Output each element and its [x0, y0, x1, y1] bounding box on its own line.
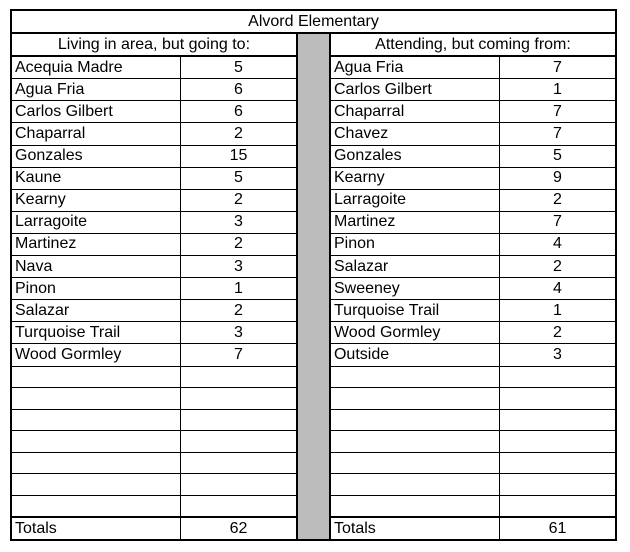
left-school-name: Kearny	[11, 189, 181, 211]
right-empty-name-cell	[330, 474, 500, 496]
right-section-header: Attending, but coming from:	[330, 33, 616, 56]
left-student-count: 5	[181, 56, 297, 79]
right-student-count: 7	[500, 101, 616, 123]
right-empty-name-cell	[330, 409, 500, 431]
left-student-count: 5	[181, 167, 297, 189]
right-empty-count-cell	[500, 474, 616, 496]
left-school-name: Gonzales	[11, 145, 181, 167]
right-empty-count-cell	[500, 452, 616, 474]
right-student-count: 3	[500, 344, 616, 366]
right-school-name: Salazar	[330, 256, 500, 278]
left-totals-value: 62	[181, 517, 297, 540]
right-empty-name-cell	[330, 495, 500, 517]
right-empty-name-cell	[330, 366, 500, 388]
left-student-count: 6	[181, 79, 297, 101]
left-empty-name-cell	[11, 452, 181, 474]
left-student-count: 7	[181, 344, 297, 366]
left-empty-count-cell	[181, 474, 297, 496]
left-empty-name-cell	[11, 388, 181, 410]
header-row	[11, 33, 616, 56]
right-empty-count-cell	[500, 495, 616, 517]
right-school-name: Carlos Gilbert	[330, 79, 500, 101]
right-student-count: 7	[500, 123, 616, 145]
alvord-elementary-table	[10, 9, 617, 541]
right-student-count: 7	[500, 211, 616, 233]
right-empty-name-cell	[330, 431, 500, 453]
right-school-name: Outside	[330, 344, 500, 366]
left-school-name: Turquoise Trail	[11, 322, 181, 344]
left-student-count: 2	[181, 123, 297, 145]
left-empty-name-cell	[11, 495, 181, 517]
left-school-name: Salazar	[11, 300, 181, 322]
right-school-name: Larragoite	[330, 189, 500, 211]
right-school-name: Sweeney	[330, 278, 500, 300]
left-student-count: 2	[181, 233, 297, 255]
right-empty-count-cell	[500, 431, 616, 453]
left-student-count: 1	[181, 278, 297, 300]
right-totals-value: 61	[500, 517, 616, 540]
right-student-count: 4	[500, 278, 616, 300]
right-student-count: 1	[500, 79, 616, 101]
gray-divider-column	[297, 33, 330, 540]
right-empty-count-cell	[500, 366, 616, 388]
right-school-name: Kearny	[330, 167, 500, 189]
left-empty-count-cell	[181, 366, 297, 388]
right-school-name: Turquoise Trail	[330, 300, 500, 322]
right-school-name: Chaparral	[330, 101, 500, 123]
right-totals-label: Totals	[330, 517, 500, 540]
left-school-name: Chaparral	[11, 123, 181, 145]
left-school-name: Larragoite	[11, 211, 181, 233]
left-student-count: 2	[181, 300, 297, 322]
left-school-name: Wood Gormley	[11, 344, 181, 366]
right-empty-count-cell	[500, 388, 616, 410]
right-student-count: 2	[500, 256, 616, 278]
table-body	[11, 10, 616, 540]
table-title: Alvord Elementary	[11, 10, 616, 33]
left-totals-label: Totals	[11, 517, 181, 540]
left-empty-count-cell	[181, 409, 297, 431]
left-student-count: 2	[181, 189, 297, 211]
left-empty-count-cell	[181, 495, 297, 517]
right-student-count: 5	[500, 145, 616, 167]
title-row	[11, 10, 616, 33]
right-school-name: Chavez	[330, 123, 500, 145]
left-empty-name-cell	[11, 366, 181, 388]
right-empty-count-cell	[500, 409, 616, 431]
left-student-count: 15	[181, 145, 297, 167]
left-student-count: 3	[181, 322, 297, 344]
right-school-name: Agua Fria	[330, 56, 500, 79]
left-school-name: Pinon	[11, 278, 181, 300]
left-school-name: Kaune	[11, 167, 181, 189]
left-school-name: Agua Fria	[11, 79, 181, 101]
right-school-name: Martinez	[330, 211, 500, 233]
left-empty-name-cell	[11, 431, 181, 453]
left-section-header: Living in area, but going to:	[11, 33, 297, 56]
left-school-name: Acequia Madre	[11, 56, 181, 79]
right-school-name: Wood Gormley	[330, 322, 500, 344]
left-student-count: 3	[181, 256, 297, 278]
right-school-name: Gonzales	[330, 145, 500, 167]
left-student-count: 6	[181, 101, 297, 123]
left-student-count: 3	[181, 211, 297, 233]
right-empty-name-cell	[330, 452, 500, 474]
right-school-name: Pinon	[330, 233, 500, 255]
left-empty-name-cell	[11, 474, 181, 496]
right-student-count: 4	[500, 233, 616, 255]
right-student-count: 9	[500, 167, 616, 189]
left-empty-count-cell	[181, 388, 297, 410]
right-student-count: 1	[500, 300, 616, 322]
left-empty-name-cell	[11, 409, 181, 431]
left-school-name: Nava	[11, 256, 181, 278]
right-student-count: 2	[500, 322, 616, 344]
right-student-count: 7	[500, 56, 616, 79]
right-empty-name-cell	[330, 388, 500, 410]
left-empty-count-cell	[181, 431, 297, 453]
left-school-name: Martinez	[11, 233, 181, 255]
left-school-name: Carlos Gilbert	[11, 101, 181, 123]
left-empty-count-cell	[181, 452, 297, 474]
right-student-count: 2	[500, 189, 616, 211]
